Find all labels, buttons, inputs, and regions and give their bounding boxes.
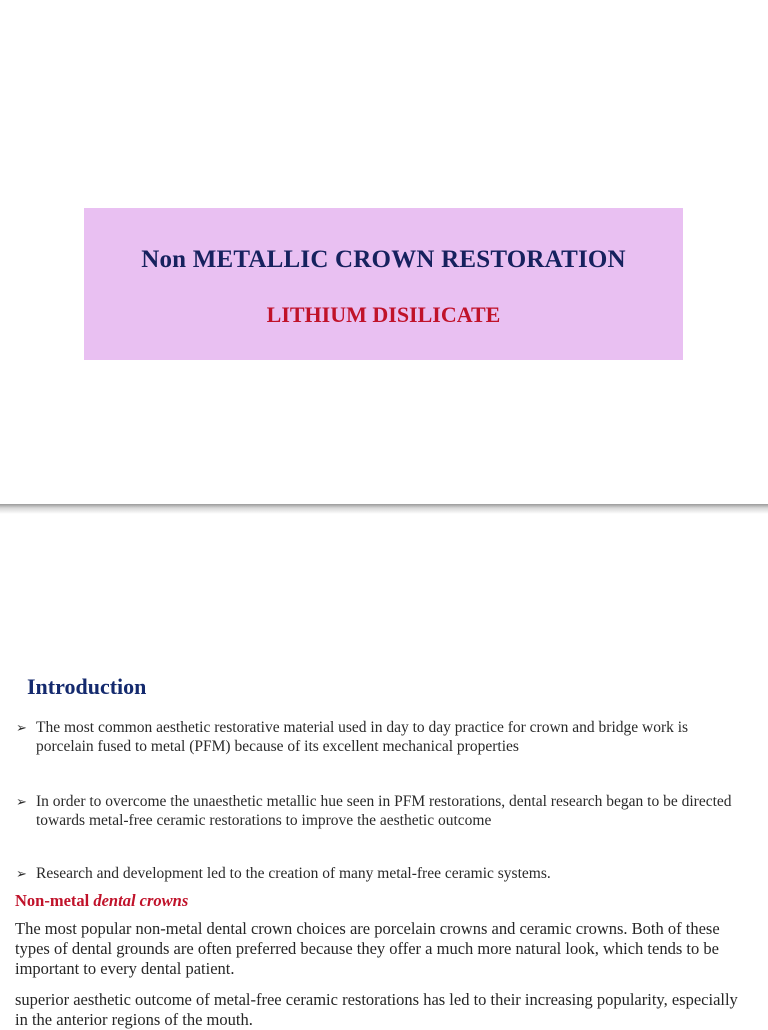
bullet-text: The most common aesthetic restorative material used in day to day practice for crown and bridge work is porcelain fused to metal (PFM) because of its excellent mechanical properties <box>36 719 689 755</box>
body-paragraph: The most popular non-metal dental crown choices are porcelain crowns and ceramic crowns. Both of these types of dental grounds are often preferred because they offer a much more natural look, which tends to be important to every dental patient. <box>15 919 720 978</box>
arrow-bullet-icon: ➢ <box>16 720 27 735</box>
bullet-item <box>16 792 736 830</box>
subheading-non-metal-crowns <box>15 891 188 911</box>
slide-page-1 <box>0 0 768 504</box>
bullet-text: In order to overcome the unaesthetic metallic hue seen in PFM restorations, dental research began to be directed towards metal-free ceramic restorations to improve the aesthetic outcome <box>36 793 732 829</box>
bullet-item <box>16 864 736 883</box>
arrow-bullet-icon: ➢ <box>16 794 27 809</box>
section-heading-introduction: Introduction <box>27 674 147 699</box>
arrow-bullet-icon: ➢ <box>16 866 27 881</box>
subheading-plain: Non-metal <box>15 891 90 910</box>
body-paragraph: superior aesthetic outcome of metal-free ceramic restorations has led to their increasing popularity, especially in the anterior regions of the mouth. <box>15 990 738 1029</box>
slide-title: Non METALLIC CROWN RESTORATION <box>141 246 626 273</box>
title-banner <box>84 208 683 360</box>
slide-page-2 <box>0 514 768 1029</box>
subheading-italic: dental crowns <box>93 891 189 910</box>
page-divider <box>0 504 768 514</box>
slide-subtitle: LITHIUM DISILICATE <box>266 302 501 327</box>
bullet-item <box>16 718 736 756</box>
bullet-text: Research and development led to the creation of many metal-free ceramic systems. <box>36 865 551 882</box>
